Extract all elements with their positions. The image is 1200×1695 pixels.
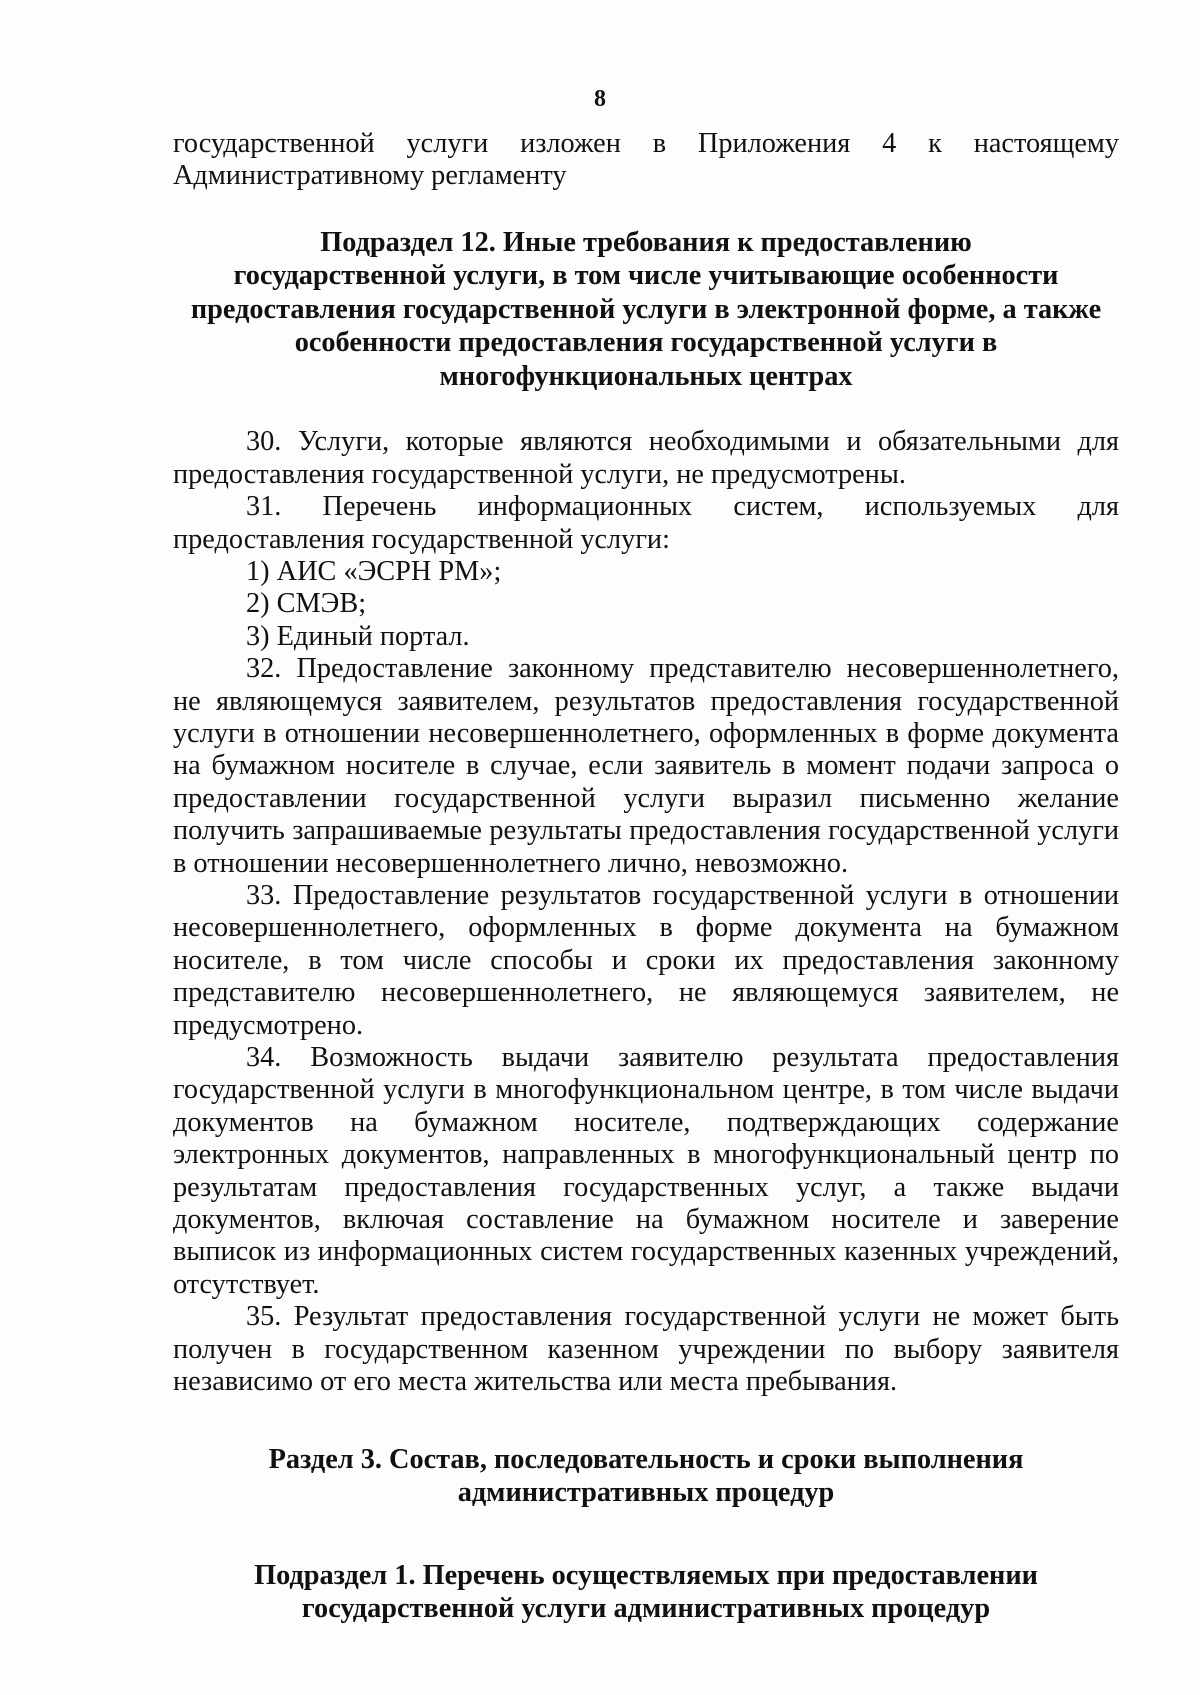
page-number: 8 bbox=[594, 86, 606, 112]
paragraph-31: 31. Перечень информационных систем, используемых для предоставления государственной услуги: bbox=[173, 491, 1119, 555]
subsection-12-heading-line: государственной услуги, в том числе учитывающие особенности bbox=[233, 260, 1059, 292]
list-item: 3) Единый портал. bbox=[246, 620, 470, 652]
paragraph-34: 34. Возможность выдачи заявителю результата предоставления государственной услуги в многофункциональном центре, в том числе выдачи документов на бумажном носителе, подтверждающих содержание электронных документов, направленных в многофункциональный центр по результатам предоставления государственных услуг, а также выдачи документов, включая составление на бумажном носителе и заверение выписок из информационных систем государственных казенных учреждений, отсутствует. bbox=[173, 1042, 1119, 1300]
subsection-1-heading-line: государственной услуги административных процедур bbox=[301, 1593, 991, 1624]
paragraph-30: 30. Услуги, которые являются необходимыми и обязательными для предоставления государственной услуги, не предусмотрены. bbox=[173, 426, 1119, 490]
page-content bbox=[173, 128, 1119, 1626]
list-item: 1) АИС «ЭСРН РМ»; bbox=[246, 555, 502, 587]
subsection-12-heading-line: многофункциональных центрах bbox=[439, 360, 853, 392]
paragraph-33: 33. Предоставление результатов государственной услуги в отношении несовершеннолетнего, оформленных в форме документа на бумажном носителе, в том числе способы и сроки их предоставления законному представителю несовершеннолетнего, не являющемуся заявителем, не предусмотрено. bbox=[173, 880, 1119, 1041]
subsection-1-heading bbox=[173, 1559, 1119, 1626]
subsection-12-heading-line: предоставления государственной услуги в электронной форме, а также bbox=[190, 293, 1102, 325]
subsection-12-heading-line: Подраздел 12. Иные требования к предоставлению bbox=[320, 226, 972, 258]
subsection-12-heading bbox=[173, 226, 1119, 394]
paragraph-35: 35. Результат предоставления государственной услуги не может быть получен в государственном казенном учреждении по выбору заявителя независимо от его места жительства или места пребывания. bbox=[173, 1301, 1119, 1398]
paragraph-32: 32. Предоставление законному представителю несовершеннолетнего, не являющемуся заявителем, результатов предоставления государственной услуги в отношении несовершеннолетнего, оформленных в форме документа на бумажном носителе в случае, если заявитель в момент подачи запроса о предоставлении государственной услуги выразил письменно желание получить запрашиваемые результаты предоставления государственной услуги в отношении несовершеннолетнего лично, невозможно. bbox=[173, 653, 1119, 879]
section-3-heading-line: Раздел 3. Состав, последовательность и сроки выполнения bbox=[268, 1443, 1024, 1475]
subsection-12-heading-line: особенности предоставления государственной услуги в bbox=[294, 327, 998, 359]
subsection-1-heading-line: Подраздел 1. Перечень осуществляемых при предоставлении bbox=[254, 1559, 1038, 1591]
list-item: 2) СМЭВ; bbox=[246, 588, 367, 620]
section-3-heading-line: административных процедур bbox=[457, 1477, 835, 1508]
section-3-heading bbox=[173, 1443, 1119, 1510]
intro-paragraph: государственной услуги изложен в Приложения 4 к настоящему Административному регламенту bbox=[173, 128, 1119, 192]
